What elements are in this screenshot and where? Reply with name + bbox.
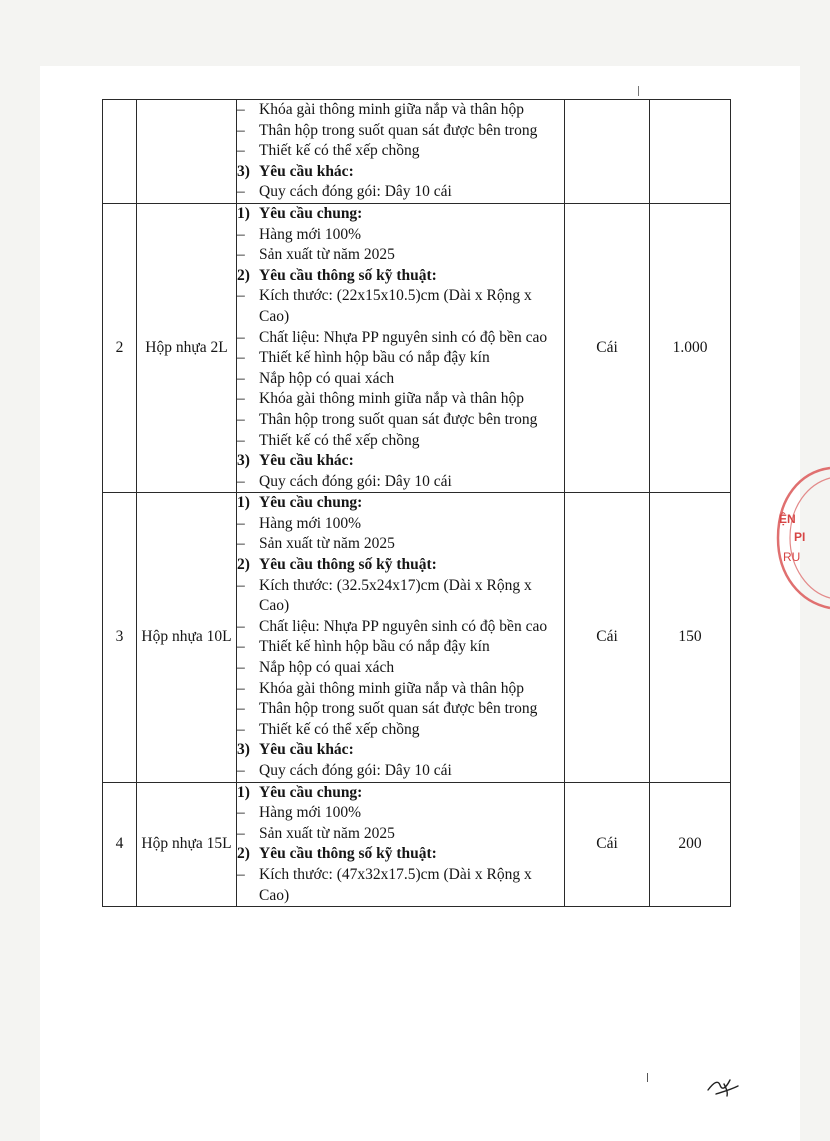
requirement-item — [237, 658, 564, 679]
dash-bullet: – — [237, 638, 245, 656]
dash-bullet: – — [237, 390, 245, 408]
dash-bullet: – — [237, 101, 245, 118]
table-row — [103, 493, 731, 782]
item-name-cell: Hộp nhựa 15L — [137, 782, 237, 907]
requirement-text: Quy cách đóng gói: Dây 10 cái — [259, 762, 452, 779]
unit-cell: Cái — [565, 493, 650, 782]
requirement-item — [237, 286, 564, 327]
section-number: 1) — [237, 494, 250, 512]
requirement-section-heading — [237, 266, 564, 287]
section-number: 2) — [237, 266, 250, 284]
requirement-text: Kích thước: (22x15x10.5)cm (Dài x Rộng x Cao) — [259, 287, 532, 325]
requirement-text: Thiết kế có thể xếp chồng — [259, 142, 420, 160]
requirement-text: Yêu cầu khác: — [259, 162, 354, 180]
requirement-item — [237, 225, 564, 246]
section-number: 2) — [237, 845, 250, 863]
requirement-text: Hàng mới 100% — [259, 225, 362, 243]
unit-cell — [565, 100, 650, 204]
requirement-text: Nắp hộp có quai xách — [259, 659, 395, 677]
requirement-item — [237, 803, 564, 824]
requirement-text: Khóa gài thông minh giữa nắp và thân hộp — [259, 101, 524, 118]
dash-bullet: – — [237, 287, 245, 305]
requirement-item — [237, 637, 564, 658]
requirement-text: Khóa gài thông minh giữa nắp và thân hộp — [259, 679, 524, 697]
requirement-text: Thiết kế có thể xếp chồng — [259, 720, 420, 738]
dash-bullet: – — [237, 700, 245, 718]
requirement-item — [237, 348, 564, 369]
item-name-cell: Hộp nhựa 10L — [137, 493, 237, 782]
initial-signature — [706, 1076, 740, 1103]
dash-bullet: – — [237, 762, 245, 779]
unit-cell: Cái — [565, 782, 650, 907]
requirement-item — [237, 865, 564, 906]
table-row — [103, 100, 731, 204]
dash-bullet: – — [237, 617, 245, 635]
requirement-item — [237, 141, 564, 162]
requirement-text: Thân hộp trong suốt quan sát được bên trong — [259, 410, 538, 428]
section-number: 3) — [237, 452, 250, 470]
requirement-text: Hàng mới 100% — [259, 514, 362, 532]
dash-bullet: – — [237, 183, 245, 201]
requirement-item — [237, 389, 564, 410]
requirements-cell — [237, 100, 565, 204]
requirement-item — [237, 182, 564, 203]
requirement-text: Chất liệu: Nhựa PP nguyên sinh có độ bền cao — [259, 328, 548, 346]
requirement-text: Yêu cầu khác: — [259, 741, 354, 759]
requirement-text: Kích thước: (32.5x24x17)cm (Dài x Rộng x Cao) — [259, 576, 532, 615]
dash-bullet: – — [237, 720, 245, 738]
requirement-item — [237, 699, 564, 720]
dash-bullet: – — [237, 804, 245, 822]
requirement-text: Chất liệu: Nhựa PP nguyên sinh có độ bền cao — [259, 617, 548, 635]
requirement-item — [237, 410, 564, 431]
section-number: 2) — [237, 556, 250, 574]
requirement-item — [237, 617, 564, 638]
requirement-item — [237, 121, 564, 142]
row-number-cell: 4 — [103, 782, 137, 907]
requirement-item — [237, 761, 564, 782]
scan-mark-bottom — [647, 1073, 648, 1082]
dash-bullet: – — [237, 121, 245, 139]
requirement-text: Hàng mới 100% — [259, 804, 362, 822]
requirements-cell — [237, 782, 565, 907]
requirement-item — [237, 431, 564, 452]
requirement-text: Thiết kế hình hộp bầu có nắp đậy kín — [259, 638, 490, 656]
stamp-text-3: RU — [783, 550, 801, 564]
dash-bullet: – — [237, 431, 245, 449]
dash-bullet: – — [237, 659, 245, 677]
item-name-cell: Hộp nhựa 2L — [137, 203, 237, 492]
quantity-cell: 150 — [650, 493, 731, 782]
requirement-text: Sản xuất từ năm 2025 — [259, 824, 395, 842]
requirement-item — [237, 100, 564, 121]
red-seal-stamp — [770, 468, 830, 608]
dash-bullet: – — [237, 142, 245, 160]
requirement-text: Sản xuất từ năm 2025 — [259, 246, 395, 264]
requirement-text: Yêu cầu chung: — [259, 783, 363, 801]
requirement-item — [237, 328, 564, 349]
section-number: 1) — [237, 783, 250, 801]
dash-bullet: – — [237, 824, 245, 842]
requirement-item — [237, 245, 564, 266]
requirement-item — [237, 369, 564, 390]
requirement-text: Nắp hộp có quai xách — [259, 369, 395, 387]
requirement-section-heading — [237, 493, 564, 514]
requirements-cell — [237, 203, 565, 492]
dash-bullet: – — [237, 576, 245, 594]
item-name-cell — [137, 100, 237, 204]
requirement-section-heading — [237, 783, 564, 804]
requirement-text: Quy cách đóng gói: Dây 10 cái — [259, 183, 452, 201]
requirement-text: Thân hộp trong suốt quan sát được bên trong — [259, 121, 538, 139]
quantity-cell — [650, 100, 731, 204]
scan-mark — [638, 86, 639, 96]
requirement-text: Thiết kế hình hộp bầu có nắp đậy kín — [259, 349, 490, 367]
requirement-item — [237, 824, 564, 845]
requirement-text: Khóa gài thông minh giữa nắp và thân hộp — [259, 390, 524, 408]
dash-bullet: – — [237, 865, 245, 883]
row-number-cell: 2 — [103, 203, 137, 492]
requirement-text: Thiết kế có thể xếp chồng — [259, 431, 420, 449]
requirement-text: Yêu cầu chung: — [259, 494, 363, 512]
requirement-section-heading — [237, 204, 564, 225]
requirement-text: Yêu cầu thông số kỹ thuật: — [259, 845, 437, 863]
requirements-cell — [237, 493, 565, 782]
requirement-text: Sản xuất từ năm 2025 — [259, 535, 395, 553]
quantity-cell: 200 — [650, 782, 731, 907]
requirement-section-heading — [237, 162, 564, 183]
table-body — [103, 100, 731, 907]
requirement-text: Yêu cầu chung: — [259, 204, 363, 222]
requirement-section-heading — [237, 740, 564, 761]
requirement-section-heading — [237, 451, 564, 472]
specification-table — [102, 99, 731, 907]
requirement-item — [237, 720, 564, 741]
dash-bullet: – — [237, 328, 245, 346]
requirement-text: Thân hộp trong suốt quan sát được bên trong — [259, 700, 538, 718]
quantity-cell: 1.000 — [650, 203, 731, 492]
dash-bullet: – — [237, 225, 245, 243]
row-number-cell: 3 — [103, 493, 137, 782]
requirement-text: Yêu cầu khác: — [259, 452, 354, 470]
row-number-cell — [103, 100, 137, 204]
table-row — [103, 203, 731, 492]
dash-bullet: – — [237, 410, 245, 428]
dash-bullet: – — [237, 349, 245, 367]
requirement-text: Yêu cầu thông số kỹ thuật: — [259, 266, 437, 284]
section-number: 3) — [237, 162, 250, 180]
requirement-section-heading — [237, 555, 564, 576]
requirement-section-heading — [237, 844, 564, 865]
requirement-item — [237, 472, 564, 493]
dash-bullet: – — [237, 472, 245, 490]
stamp-text-2: PI — [794, 530, 806, 544]
section-number: 3) — [237, 741, 250, 759]
requirement-item — [237, 514, 564, 535]
dash-bullet: – — [237, 679, 245, 697]
dash-bullet: – — [237, 369, 245, 387]
unit-cell: Cái — [565, 203, 650, 492]
table-row — [103, 782, 731, 907]
section-number: 1) — [237, 204, 250, 222]
requirement-text: Yêu cầu thông số kỹ thuật: — [259, 556, 437, 574]
requirement-item — [237, 534, 564, 555]
requirement-text: Quy cách đóng gói: Dây 10 cái — [259, 472, 452, 490]
dash-bullet: – — [237, 514, 245, 532]
dash-bullet: – — [237, 246, 245, 264]
dash-bullet: – — [237, 535, 245, 553]
stamp-text-1: ỆN — [779, 512, 796, 526]
requirement-text: Kích thước: (47x32x17.5)cm (Dài x Rộng x Cao) — [259, 865, 532, 904]
requirement-item — [237, 679, 564, 700]
requirement-item — [237, 576, 564, 617]
